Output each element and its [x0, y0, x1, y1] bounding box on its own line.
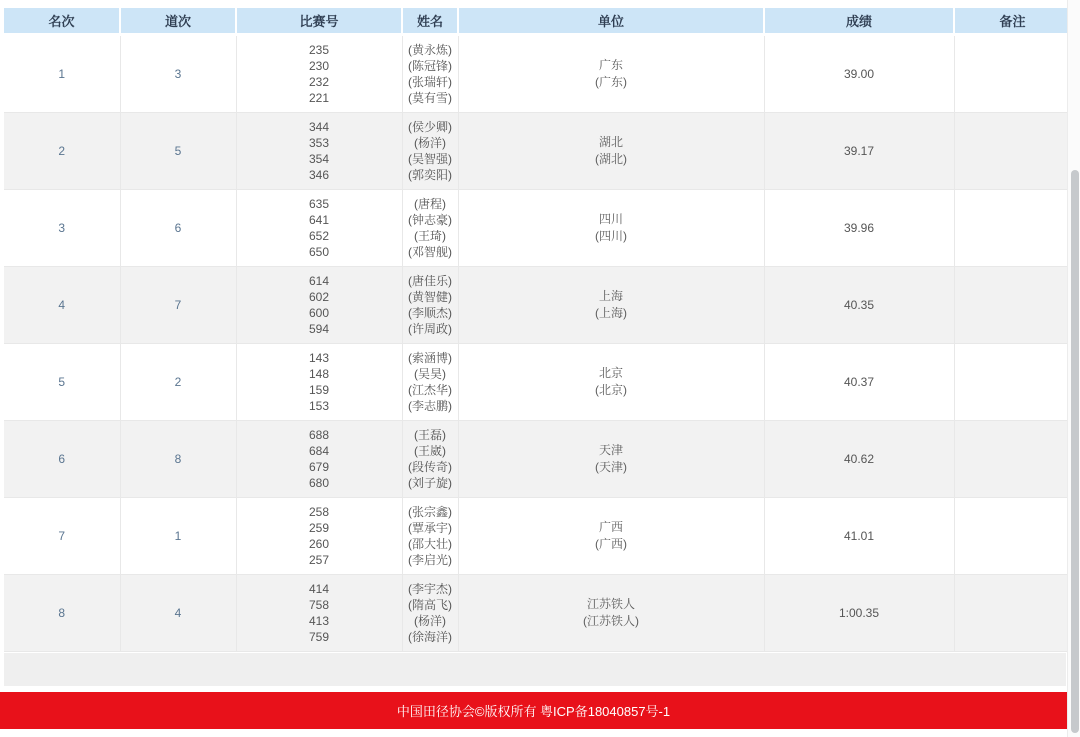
column-header-result: 成绩: [764, 8, 954, 35]
bib-cell: 688 684 679 680: [236, 421, 402, 498]
remark-cell: [954, 498, 1070, 575]
unit-cell: 江苏铁人 (江苏铁人): [458, 575, 764, 652]
table-row: [4, 190, 1070, 267]
table-row: [4, 498, 1070, 575]
unit-cell: 湖北 (湖北): [458, 113, 764, 190]
table-footer-spacer: [4, 653, 1066, 686]
unit-cell: 上海 (上海): [458, 267, 764, 344]
remark-cell: [954, 575, 1070, 652]
name-cell: (侯少卿) (杨洋) (吴智强) (郭奕阳): [402, 113, 458, 190]
result-cell: 40.37: [764, 344, 954, 421]
lane-cell: 6: [120, 190, 236, 267]
bib-cell: 235 230 232 221: [236, 35, 402, 113]
remark-cell: [954, 35, 1070, 113]
lane-cell: 2: [120, 344, 236, 421]
table-row: [4, 267, 1070, 344]
result-cell: 39.00: [764, 35, 954, 113]
result-cell: 1:00.35: [764, 575, 954, 652]
bib-cell: 614 602 600 594: [236, 267, 402, 344]
unit-cell: 广东 (广东): [458, 35, 764, 113]
lane-cell: 4: [120, 575, 236, 652]
name-cell: (唐佳乐) (黄智健) (李顺杰) (许周政): [402, 267, 458, 344]
results-body: [4, 35, 1070, 652]
table-row: [4, 344, 1070, 421]
remark-cell: [954, 190, 1070, 267]
unit-cell: 广西 (广西): [458, 498, 764, 575]
column-header-rank: 名次: [4, 8, 120, 35]
name-cell: (索涵博) (吴昊) (江杰华) (李志鹏): [402, 344, 458, 421]
name-cell: (王磊) (王崴) (段传奇) (刘子旋): [402, 421, 458, 498]
column-header-name: 姓名: [402, 8, 458, 35]
rank-cell: 1: [4, 35, 120, 113]
column-header-unit: 单位: [458, 8, 764, 35]
lane-cell: 5: [120, 113, 236, 190]
name-cell: (黄永炼) (陈冠锋) (张瑞轩) (莫有雪): [402, 35, 458, 113]
table-row: [4, 575, 1070, 652]
scrollbar-thumb[interactable]: [1071, 170, 1079, 733]
table-row: [4, 113, 1070, 190]
column-header-bib: 比赛号: [236, 8, 402, 35]
result-cell: 40.35: [764, 267, 954, 344]
scrollbar[interactable]: [1067, 0, 1080, 737]
name-cell: (唐程) (钟志豪) (王琦) (邓智舰): [402, 190, 458, 267]
name-cell: (张宗鑫) (覃承宇) (邵大壮) (李启光): [402, 498, 458, 575]
result-cell: 40.62: [764, 421, 954, 498]
result-cell: 39.96: [764, 190, 954, 267]
results-table: [4, 8, 1070, 652]
remark-cell: [954, 344, 1070, 421]
remark-cell: [954, 421, 1070, 498]
lane-cell: 3: [120, 35, 236, 113]
rank-cell: 3: [4, 190, 120, 267]
table-row: [4, 421, 1070, 498]
unit-cell: 北京 (北京): [458, 344, 764, 421]
rank-cell: 6: [4, 421, 120, 498]
unit-cell: 天津 (天津): [458, 421, 764, 498]
rank-cell: 2: [4, 113, 120, 190]
lane-cell: 1: [120, 498, 236, 575]
copyright-text: 中国田径协会©版权所有 粤ICP备18040857号-1: [396, 704, 671, 719]
column-header-remark: 备注: [954, 8, 1070, 35]
bib-cell: 414 758 413 759: [236, 575, 402, 652]
column-header-lane: 道次: [120, 8, 236, 35]
lane-cell: 7: [120, 267, 236, 344]
result-cell: 41.01: [764, 498, 954, 575]
rank-cell: 7: [4, 498, 120, 575]
rank-cell: 4: [4, 267, 120, 344]
rank-cell: 5: [4, 344, 120, 421]
result-cell: 39.17: [764, 113, 954, 190]
name-cell: (李宇杰) (隋高飞) (杨洋) (徐海洋): [402, 575, 458, 652]
rank-cell: 8: [4, 575, 120, 652]
bib-cell: 258 259 260 257: [236, 498, 402, 575]
table-header: [4, 8, 1070, 35]
lane-cell: 8: [120, 421, 236, 498]
bib-cell: 143 148 159 153: [236, 344, 402, 421]
table-row: [4, 35, 1070, 113]
unit-cell: 四川 (四川): [458, 190, 764, 267]
bib-cell: 344 353 354 346: [236, 113, 402, 190]
footer-bar: [0, 692, 1067, 729]
bib-cell: 635 641 652 650: [236, 190, 402, 267]
remark-cell: [954, 113, 1070, 190]
remark-cell: [954, 267, 1070, 344]
